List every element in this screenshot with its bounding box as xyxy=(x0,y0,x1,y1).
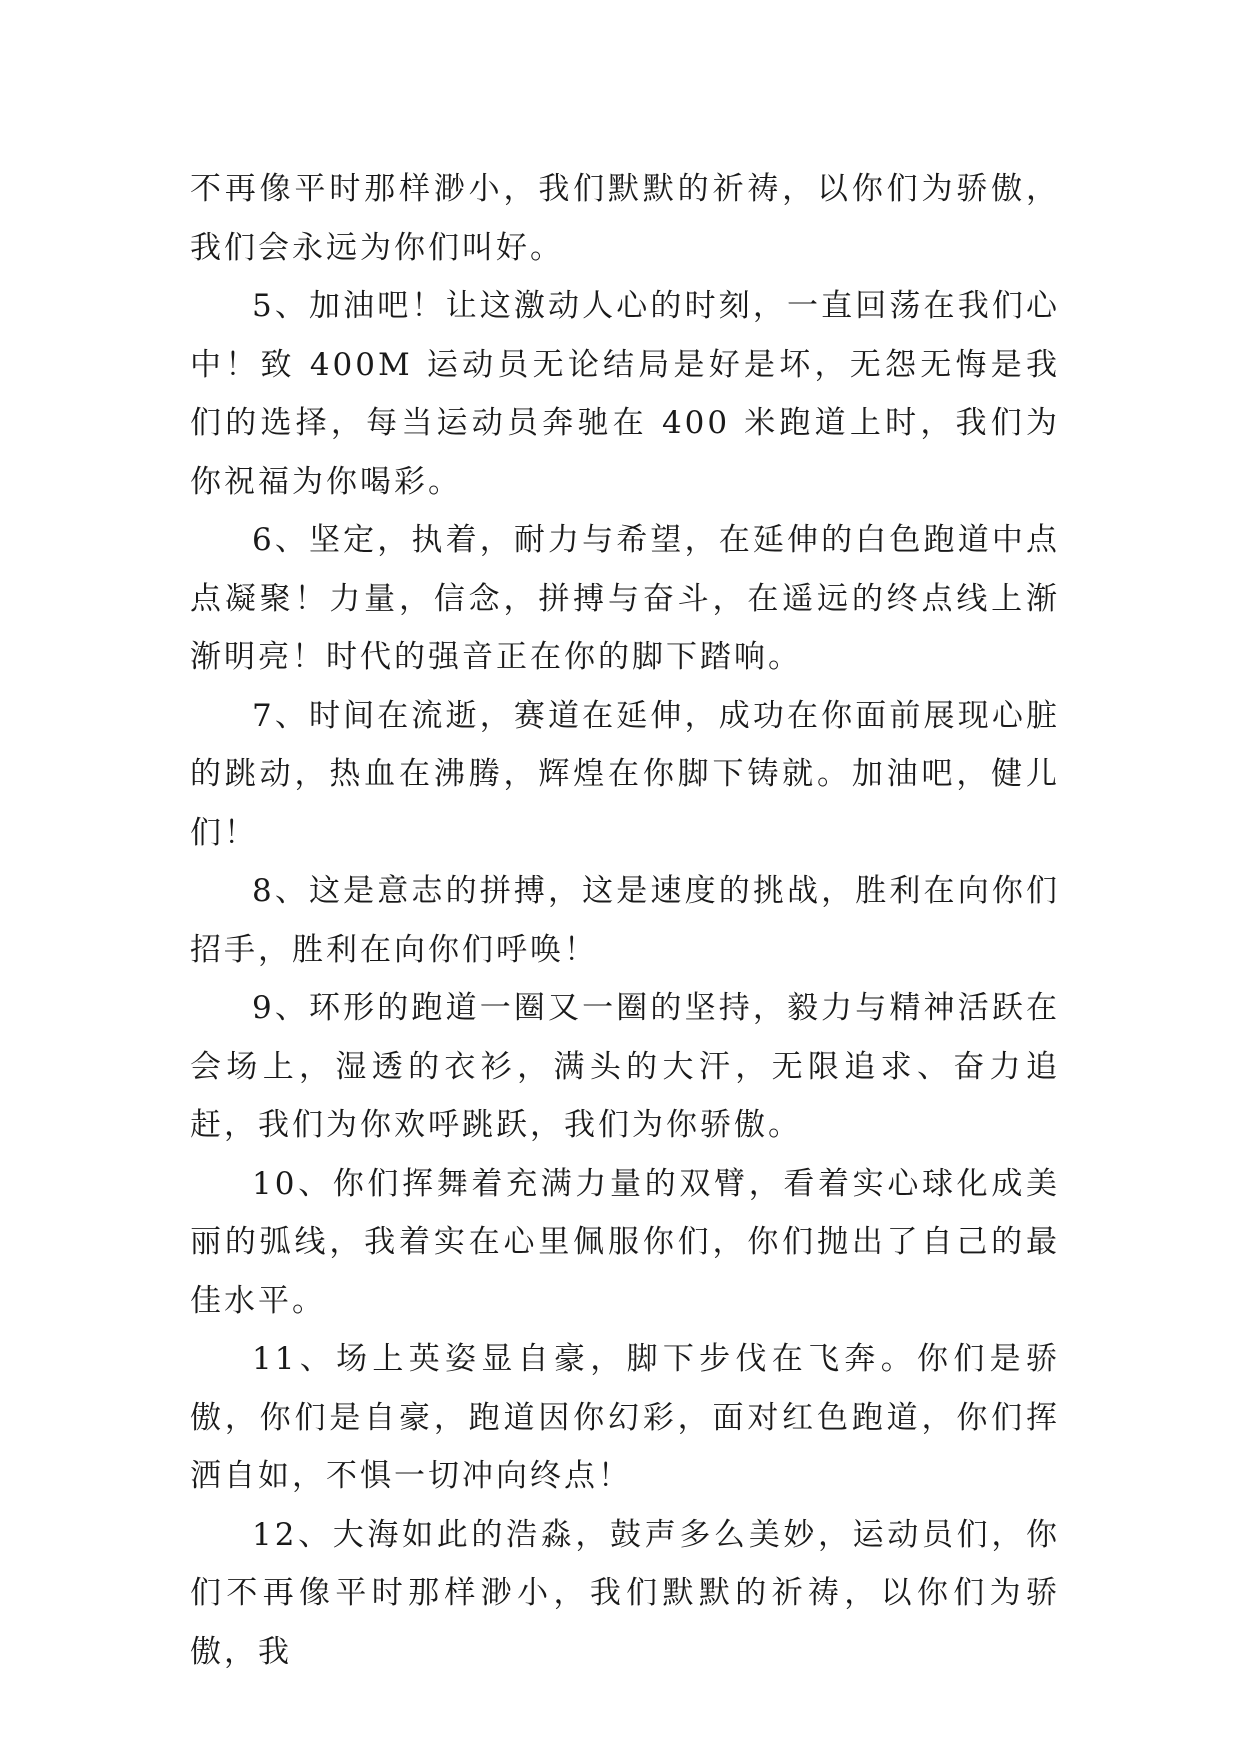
paragraph-8: 8、这是意志的拼搏，这是速度的挑战，胜利在向你们招手，胜利在向你们呼唤！ xyxy=(190,873,1060,968)
paragraph-10: 10、你们挥舞着充满力量的双臂，看着实心球化成美丽的弧线，我着实在心里佩服你们，你们抛出了自己的最佳水平。 xyxy=(190,1165,1060,1319)
paragraph-7: 7、时间在流逝，赛道在延伸，成功在你面前展现心脏的跳动，热血在沸腾，辉煌在你脚下铸就。加油吧，健儿们！ xyxy=(190,697,1060,851)
document-body xyxy=(190,160,1060,1681)
paragraph-12: 12、大海如此的浩淼，鼓声多么美妙，运动员们，你们不再像平时那样渺小，我们默默的祈祷，以你们为骄傲，我 xyxy=(190,1516,1060,1670)
paragraph-5: 5、加油吧！让这激动人心的时刻，一直回荡在我们心中！致 400M 运动员无论结局是好是坏，无怨无悔是我们的选择，每当运动员奔驰在 400 米跑道上时，我们为你祝福为你喝彩。 xyxy=(190,288,1060,500)
paragraph-continuation: 不再像平时那样渺小，我们默默的祈祷，以你们为骄傲，我们会永远为你们叫好。 xyxy=(190,171,1060,266)
paragraph-6: 6、坚定，执着，耐力与希望，在延伸的白色跑道中点点凝聚！力量，信念，拼搏与奋斗，在遥远的终点线上渐渐明亮！时代的强音正在你的脚下踏响。 xyxy=(190,522,1060,675)
paragraph-11: 11、场上英姿显自豪，脚下步伐在飞奔。你们是骄傲，你们是自豪，跑道因你幻彩，面对红色跑道，你们挥洒自如，不惧一切冲向终点！ xyxy=(190,1341,1060,1494)
paragraph-9: 9、环形的跑道一圈又一圈的坚持，毅力与精神活跃在会场上，湿透的衣衫，满头的大汗，无限追求、奋力追赶，我们为你欢呼跳跃，我们为你骄傲。 xyxy=(190,990,1060,1143)
